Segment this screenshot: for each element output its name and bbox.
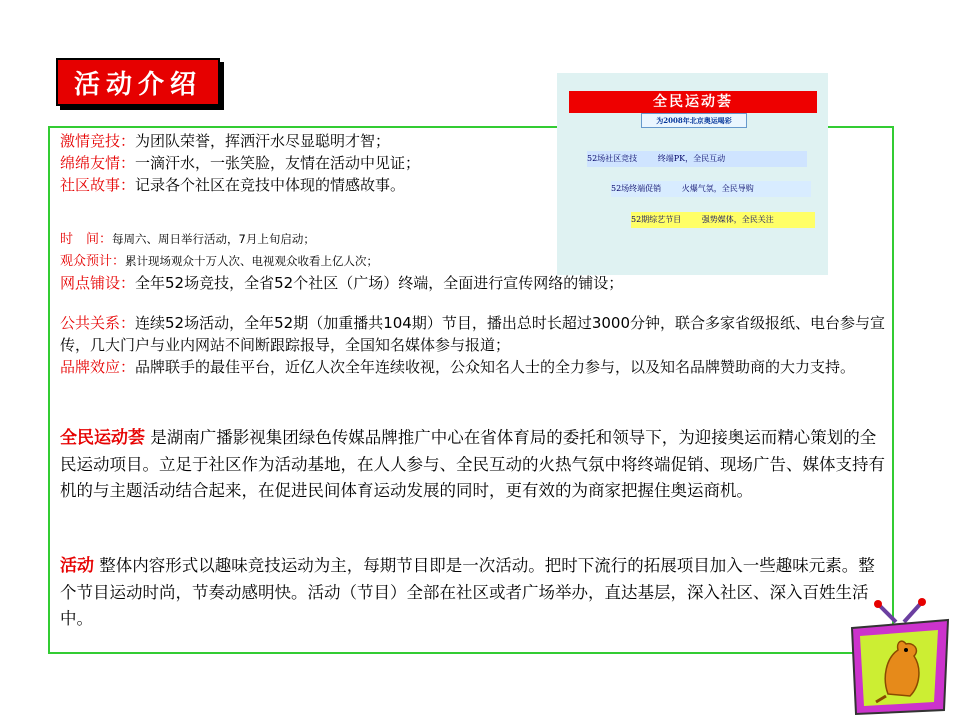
feature-text: 记录各个社区在竞技中体现的情感故事。 — [135, 176, 406, 194]
detail-text: 连续52场活动，全年52期（加重播共104期）节目，播出总时长超过3000分钟，联合多家省级报纸、电台参与宣传，几大门户与业内网站不间断跟踪报导，全国知名媒体参与报道； — [60, 314, 885, 354]
detail-text: 累计现场观众十万人次、电视观众收看上亿人次； — [125, 254, 379, 268]
feature-line — [60, 130, 623, 152]
page-title: 活动介绍 — [73, 69, 202, 100]
feature-label: 激情竞技： — [60, 132, 136, 150]
promo-row-label: 52期综艺节目 — [631, 215, 682, 224]
activity-highlight: 活动 — [60, 556, 94, 576]
detail-label: 观众预计： — [60, 254, 126, 269]
activity-text: 整体内容形式以趣味竞技运动为主，每期节目即是一次活动。把时下流行的拓展项目加入一些趣味元素。整个节目运动时尚，节奏动感明快。活动（节目）全部在社区或者广场举办，直达基层，深入社区、深入百姓生活中。 — [60, 556, 875, 628]
promo-title: 全民运动荟 — [569, 91, 817, 113]
promo-subtitle: 为2008年北京奥运喝彩 — [641, 113, 747, 128]
detail-pr — [60, 312, 890, 356]
intro-text: 是湖南广播影视集团绿色传媒品牌推广中心在省体育局的委托和领导下，为迎接奥运而精心策划的全民运动项目。立足于社区作为活动基地，在人人参与、全民互动的火热气氛中将终端促销、现场广告、媒体支持有机的与主题活动结合起来，在促进民间体育运动发展的同时，更有效的为商家把握住奥运商机。 — [60, 428, 885, 500]
feature-lines — [60, 130, 623, 294]
intro-highlight: 全民运动荟 — [60, 428, 145, 448]
detail-network — [60, 272, 623, 294]
detail-label: 时 间： — [60, 232, 113, 247]
promo-row-label: 52场终端促销 — [611, 184, 662, 193]
promo-row — [611, 181, 811, 197]
feature-line — [60, 152, 623, 174]
promo-row — [631, 212, 815, 228]
detail-text: 每周六、周日举行活动，7月上旬启动； — [112, 232, 315, 246]
detail-time — [60, 228, 623, 250]
title-badge — [56, 58, 220, 106]
kangaroo-tv-logo — [848, 598, 952, 716]
intro-paragraph — [60, 425, 890, 505]
promo-row-text: 终端PK，全民互动 — [657, 154, 726, 163]
detail-text: 全年52场竞技，全省52个社区（广场）终端，全面进行宣传网络的铺设； — [135, 274, 624, 292]
feature-line — [60, 174, 623, 196]
feature-text: 为团队荣誉，挥洒汗水尽显聪明才智； — [135, 132, 391, 150]
activity-paragraph — [60, 553, 890, 633]
detail-label: 网点铺设： — [60, 274, 136, 292]
promo-row-text: 火爆气氛，全民导购 — [681, 184, 754, 193]
feature-label: 社区故事： — [60, 176, 136, 194]
spacer — [60, 196, 623, 228]
detail-brand — [60, 356, 890, 378]
detail-label: 品牌效应： — [60, 358, 136, 376]
detail-label: 公共关系： — [60, 314, 136, 332]
detail-text: 品牌联手的最佳平台，近亿人次全年连续收视，公众知名人士的全力参与，以及知名品牌赞助商的大力支持。 — [135, 358, 856, 376]
feature-label: 绵绵友情： — [60, 154, 136, 172]
feature-text: 一滴汗水，一张笑脸，友情在活动中见证； — [135, 154, 421, 172]
detail-audience — [60, 250, 623, 272]
promo-row-label: 52场社区竞技 — [587, 154, 638, 163]
promo-row-text: 强势媒体，全民关注 — [701, 215, 774, 224]
